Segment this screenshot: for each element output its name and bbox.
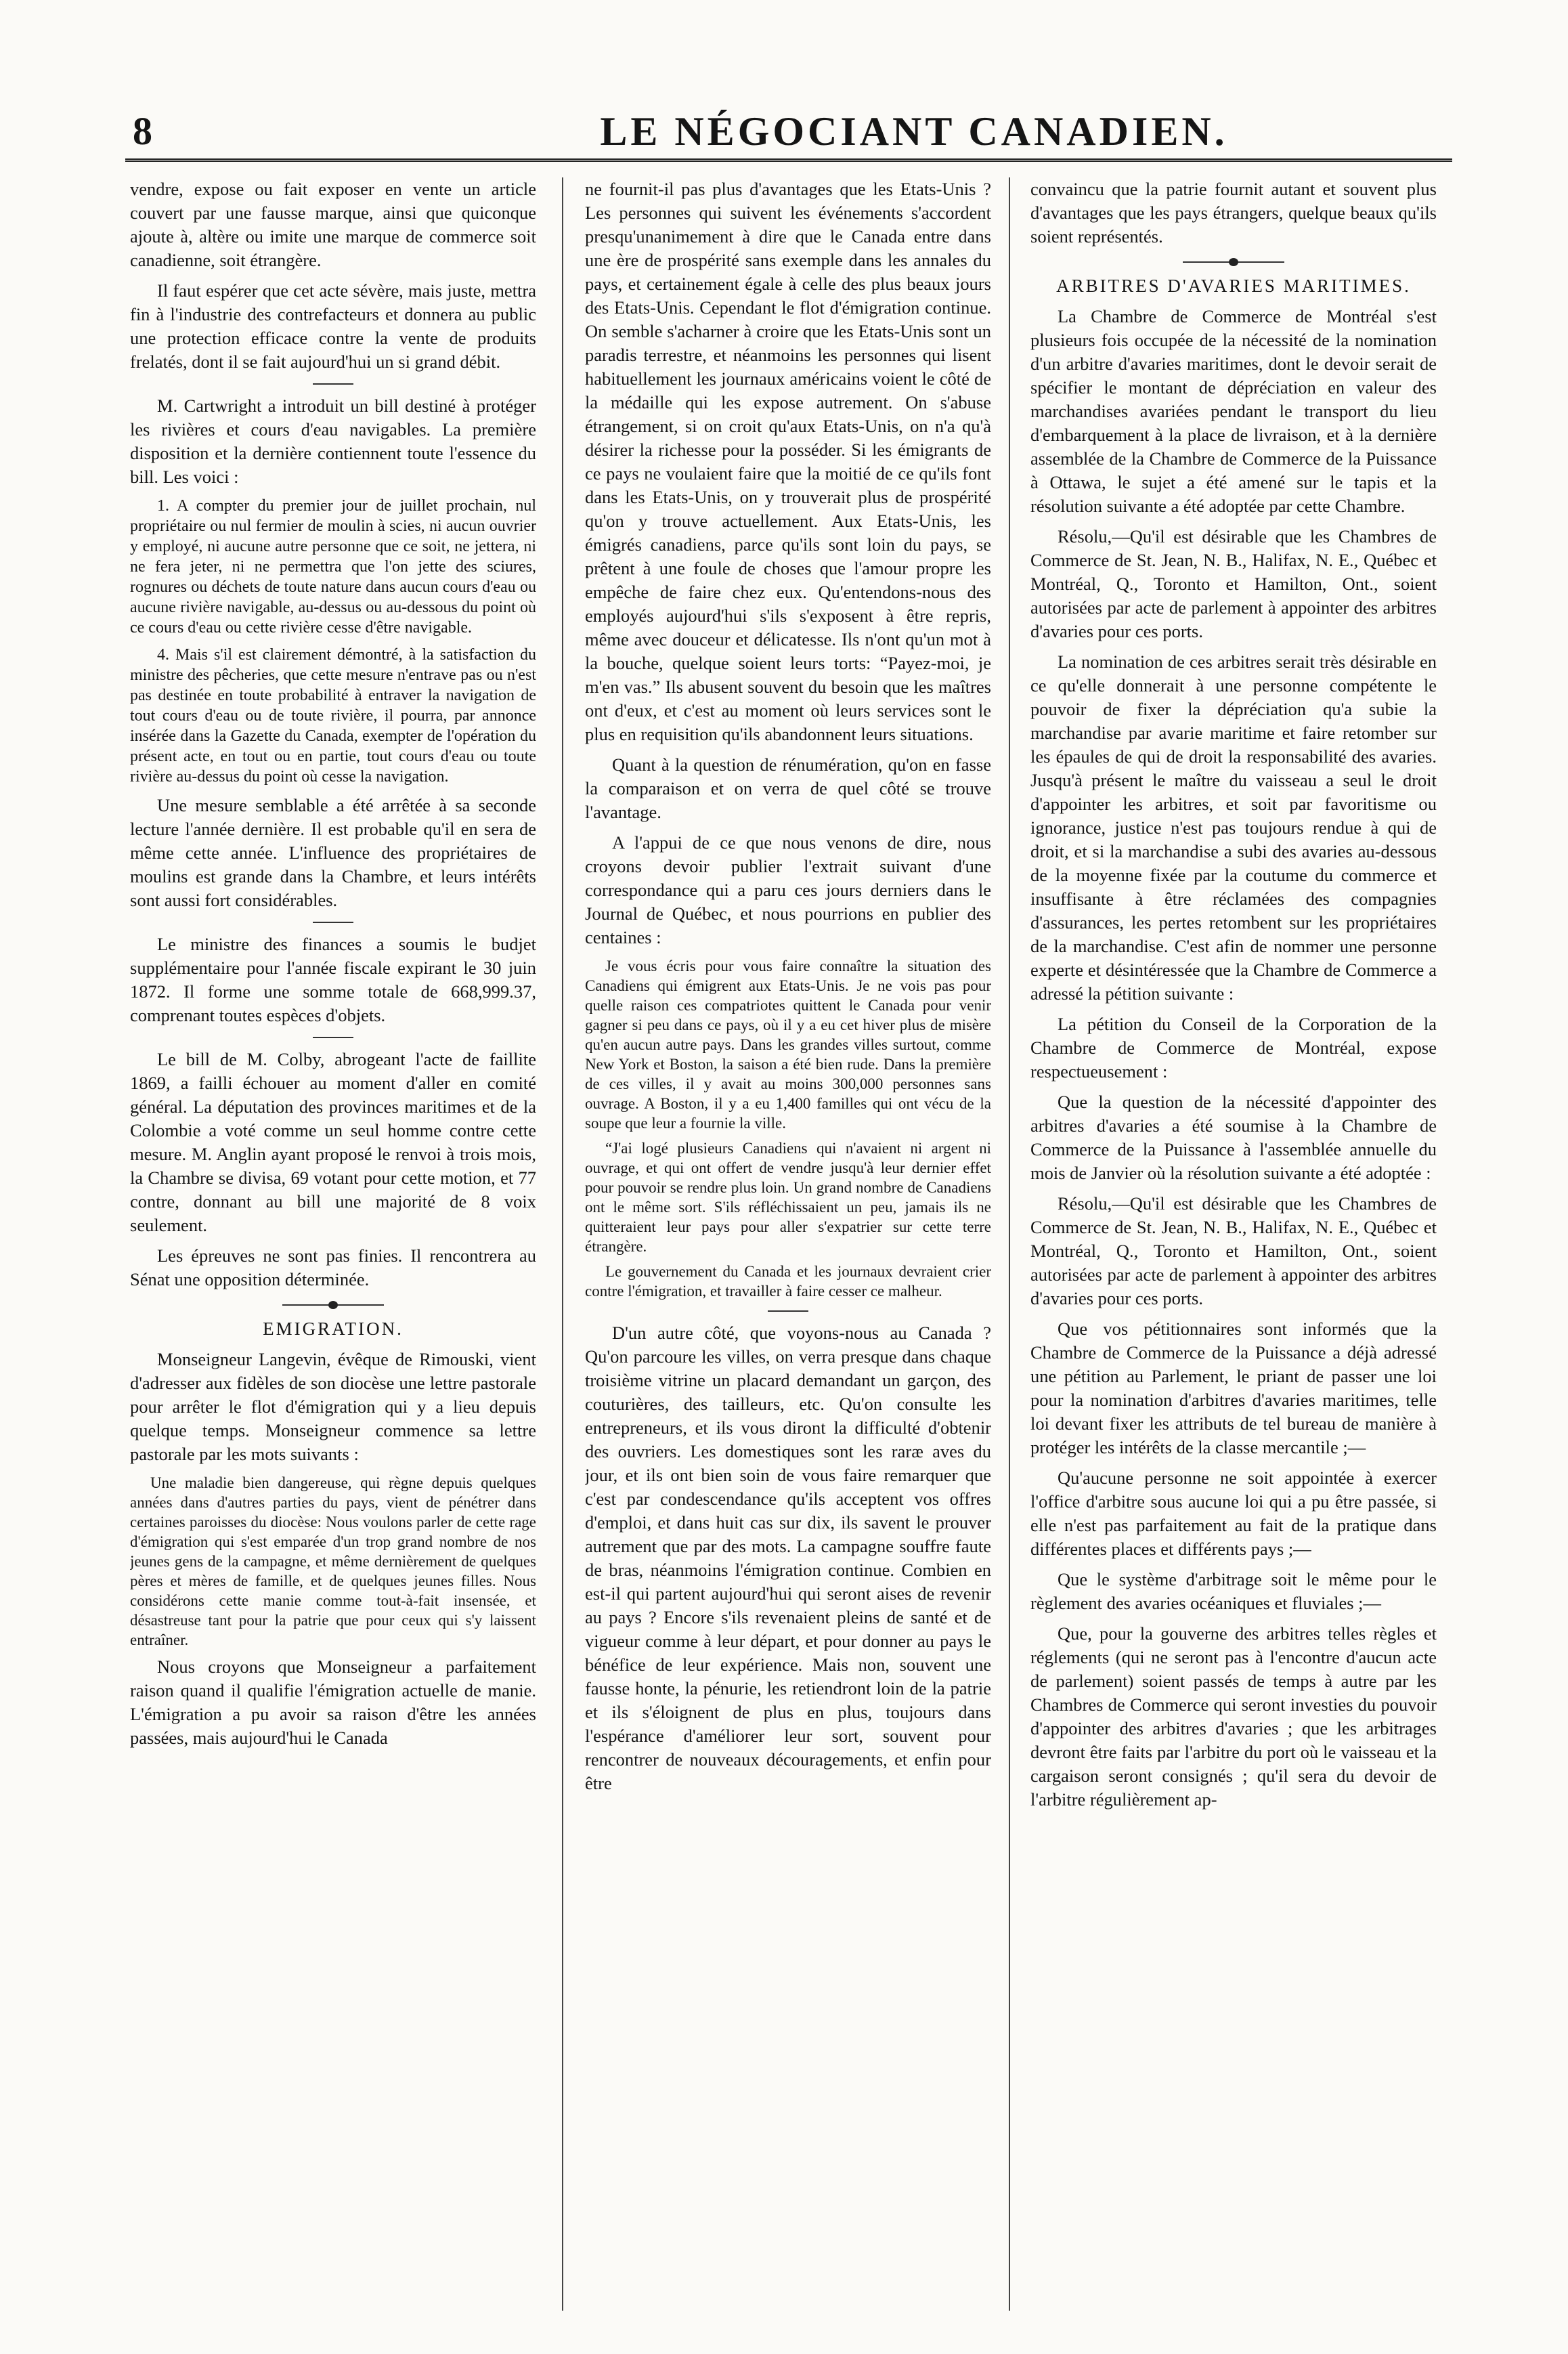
separator-rule [313, 383, 353, 385]
paragraph: La pétition du Conseil de la Corporation de la Chambre de Commerce de Montréal, expose respectueusement : [1030, 1014, 1437, 1082]
paragraph: convaincu que la patrie fournit autant et souvent plus d'avantages que les pays étrangers, quelque beaux qu'ils soient représentés. [1030, 179, 1437, 247]
paragraph: Il faut espérer que cet acte sévère, mais juste, mettra fin à l'industrie des contrefacteurs et donnera au public une protection efficace contre la vente de produits frelatés, dont il se fait aujourd'hui un si grand débit. [130, 280, 536, 372]
paragraph: Le ministre des finances a soumis le budjet supplémentaire pour l'année fiscale expirant le 30 juin 1872. Il forme une somme totale de 668,999.37, comprenant toutes espèces d'objets. [130, 934, 536, 1025]
column-rule [1009, 177, 1010, 2311]
ornament-rule [282, 1302, 384, 1308]
quotation: Le gouvernement du Canada et les journaux devraient crier contre l'émigration, et travailler à faire cesser ce malheur. [585, 1263, 991, 1300]
masthead-title: LE NÉGOCIANT CANADIEN. [600, 109, 1228, 154]
section-heading: ARBITRES D'AVARIES MARITIMES. [1056, 276, 1411, 296]
header-rule [125, 158, 1452, 162]
paragraph: Monseigneur Langevin, évêque de Rimouski, vient d'adresser aux fidèles de son diocèse une lettre pastorale pour arrêter le flot d'émigration qui y a lieu depuis quelque temps. Monseigneur commence sa lettre pastorale par les mots suivants : [130, 1349, 536, 1464]
separator-rule [313, 1037, 353, 1038]
paragraph: 4. Mais s'il est clairement démontré, à la satisfaction du ministre des pêcheries, que cette mesure n'entrave pas ou n'est pas destinée en toute probabilité à entraver la navigation de tout cours d'eau ou de toute rivière, il pourra, par annonce insérée dans la Gazette du Canada, exempter de l'opération du présent acte, en tout ou en partie, tout cours d'eau ou toute rivière au-dessus du point où cesse la navigation. [130, 646, 536, 786]
paragraph: D'un autre côté, que voyons-nous au Canada ? Qu'on parcoure les villes, on verra presque dans chaque troisième vitrine un placard demandant un garçon, des couturières, des tailleurs, etc. Qu'on consulte les entrepreneurs, et ils vous diront la difficulté d'obtenir des ouvriers. Les domestiques sont les raræ aves du jour, et ils ont bien soin de vous faire remarquer que c'est par condescendance qu'ils acceptent vos offres d'emploi, et dans huit cas sur dix, ils savent le prouver autrement que par des mots. La campagne souffre faute de bras, néanmoins l'émigration continue. Combien en est-il qui partent aujourd'hui qui seront aises de revenir au pays ? Encore s'ils revenaient pleins de santé et de vigueur comme à leur départ, et pour donner au pays le bénéfice de leur expérience. Mais non, souvent une fausse honte, la pénurie, les retiendront loin de la patrie et ils s'éloignent de plus en plus, toujours dans l'espérance d'améliorer leur sort, souvent pour rencontrer de nouveaux découragements, et enfin pour être [585, 1323, 991, 1793]
column-1 [130, 177, 536, 2311]
paragraph: 1. A compter du premier jour de juillet prochain, nul propriétaire ou nul fermier de moulin à scies, ni aucun ouvrier y employé, ni aucune autre personne que ce soit, ne jettera, ni ne fera jeter, ni ne permettra que l'on jette des sciures, rognures ou déchets de toute nature dans aucun cours d'eau ou aucune rivière navigable, au-dessus ou au-dessous du point où ce cours d'eau ou cette rivière cesse d'être navigable. [130, 497, 536, 637]
paragraph: Une mesure semblable a été arrêtée à sa seconde lecture l'année dernière. Il est probable qu'il en sera de même cette année. L'influence des propriétaires de moulins est grande dans la Chambre, et leurs intérêts sont aussi fort considérables. [130, 795, 536, 910]
paragraph: Résolu,—Qu'il est désirable que les Chambres de Commerce de St. Jean, N. B., Halifax, N. E., Québec et Montréal, Q., Toronto et Hamilton, Ont., soient autorisées par acte de parlement à appointer des arbitres d'avaries pour ces ports. [1030, 1193, 1437, 1308]
paragraph: Que, pour la gouverne des arbitres telles règles et réglements (qui ne seront pas à l'encontre d'aucun acte de parlement) soient passés de temps à autre par les Chambres de Commerce qui seront investies du pouvoir d'appointer des arbitres d'avaries ; que les arbitrages devront être faits par l'arbitre du port où le vaisseau et la cargaison seront consignés ; qu'il sera du devoir de l'arbitre régulièrement ap- [1030, 1623, 1437, 1810]
separator-rule [768, 1310, 808, 1312]
paragraph: Résolu,—Qu'il est désirable que les Chambres de Commerce de St. Jean, N. B., Halifax, N. E., Québec et Montréal, Q., Toronto et Hamilton, Ont., soient autorisées par acte de parlement à appointer des arbitres d'avaries pour ces ports. [1030, 526, 1437, 641]
paragraph: Quant à la question de rénumération, qu'on en fasse la comparaison et on verra de quel côté se trouve l'avantage. [585, 754, 991, 822]
column-rule [562, 177, 563, 2311]
paragraph: Qu'aucune personne ne soit appointée à exercer l'office d'arbitre sous aucune loi qui a pu être passée, si elle n'est pas parfaitement au fait de la pratique dans différentes places et différents pays ;— [1030, 1468, 1437, 1559]
page-number: 8 [133, 109, 152, 153]
paragraph: A l'appui de ce que nous venons de dire, nous croyons devoir publier l'extrait suivant d'une correspondance qui a paru ces jours derniers dans le Journal de Québec, et nous pourrions en publier des centaines : [585, 832, 991, 947]
paragraph: La nomination de ces arbitres serait très désirable en ce qu'elle donnerait à une personne compétente le pouvoir de fixer la dépréciation qu'a subie la marchandise par avarie maritime et faire retomber sur les épaules de qui de droit la responsabilité des avaries. Jusqu'à présent le maître du vaisseau a seul le droit d'appointer les arbitres, et soit par favoritisme ou ignorance, justice n'est pas toujours rendue à qui de droit, et si la marchandise a subi des avaries au-dessous de la moyenne fixée par la coutume du commerce et insuffisante à être réclamées des compagnies d'assurances, les pertes retombent sur les propriétaires de la marchandise. C'est afin de nommer une personne experte et désintéressée que la Chambre de Commerce a adressé la pétition suivante : [1030, 651, 1437, 1004]
column-3 [1030, 177, 1437, 2311]
paragraph: Que le système d'arbitrage soit le même pour le règlement des avaries océaniques et fluviales ;— [1030, 1569, 1437, 1613]
paragraph: Le bill de M. Colby, abrogeant l'acte de faillite 1869, a failli échouer au moment d'aller en comité général. La députation des provinces maritimes et de la Colombie a voté comme un seul homme contre cette mesure. M. Anglin ayant proposé le renvoi à trois mois, la Chambre se divisa, 69 votant pour cette motion, et 77 contre, donnant au bill une majorité de 8 voix seulement. [130, 1049, 536, 1235]
ornament-rule [1183, 259, 1284, 265]
paragraph: Que la question de la nécessité d'appointer des arbitres d'avaries a été soumise à la Chambre de Commerce de la Puissance à l'assemblée annuelle du mois de Janvier où la résolution suivante a été adoptée : [1030, 1092, 1437, 1183]
quotation: “J'ai logé plusieurs Canadiens qui n'avaient ni argent ni ouvrage, et qui ont offert de vendre jusqu'à leur dernier effet pour pouvoir se rendre plus loin. Un grand nombre de Canadiens ont le même sort. S'ils réfléchissaient un peu, jamais ils ne quitteraient leur pays pour aller s'expatrier sur cette terre étrangère. [585, 1140, 991, 1255]
paragraph: M. Cartwright a introduit un bill destiné à protéger les rivières et cours d'eau navigables. La première disposition et la dernière contiennent toute l'essence du bill. Les voici : [130, 395, 536, 487]
separator-rule [313, 922, 353, 923]
column-2 [585, 177, 991, 2311]
quotation: Je vous écris pour vous faire connaître la situation des Canadiens qui émigrent aux Etats-Unis. Je ne vois pas pour quelle raison ces compatriotes quittent le Canada pour venir gagner si peu dans ce pays, où il y a eu cet hiver plus de misère qu'en aucun autre pays. Dans les grandes villes surtout, comme New York et Boston, la saison a été bien rude. Dans la première de ces villes, il y avait au moins 300,000 personnes sans ouvrage. A Boston, il y a eu 1,400 familles qui ont vécu de la soupe que leur a fournie la ville. [585, 958, 991, 1132]
paragraph: Que vos pétitionnaires sont informés que la Chambre de Commerce de la Puissance a déjà adressé une pétition au Parlement, le priant de passer une loi pour la nomination d'arbitres d'avaries maritimes, telle loi devant fixer les attributs de tel bureau de manière à protéger les intérêts de la classe mercantile ;— [1030, 1319, 1437, 1457]
quotation: Une maladie bien dangereuse, qui règne depuis quelques années dans d'autres parties du pays, vient de pénétrer dans certaines paroisses du diocèse: Nous voulons parler de cette rage d'émigration qui s'est emparée d'un trop grand nombre de nos jeunes gens de la campagne, et même dernièrement de quelques pères et mères de famille, et de quelques jeunes filles. Nous considérons cette manie comme tout-à-fait insensée, et désastreuse tant pour la patrie que pour ceux qui s'y laissent entraîner. [130, 1474, 536, 1648]
paragraph: vendre, expose ou fait exposer en vente un article couvert par une fausse marque, ainsi que quiconque ajoute à, altère ou imite une marque de commerce soit canadienne, soit étrangère. [130, 179, 536, 270]
paragraph: Les épreuves ne sont pas finies. Il rencontrera au Sénat une opposition déterminée. [130, 1245, 536, 1289]
paragraph: La Chambre de Commerce de Montréal s'est plusieurs fois occupée de la nécessité de la nomination d'un arbitre d'avaries maritimes, dont le devoir serait de spécifier le montant de dépréciation en valeur des marchandises avariées pendant le transport du lieu d'embarquement à la place de livraison, et à la dernière assemblée de la Chambre de Commerce de la Puissance à Ottawa, le sujet a été amené sur le tapis et la résolution suivante a été adoptée par cette Chambre. [1030, 306, 1437, 516]
section-heading: EMIGRATION. [263, 1319, 404, 1339]
paragraph: Nous croyons que Monseigneur a parfaitement raison quand il qualifie l'émigration actuelle de manie. L'émigration a pu avoir sa raison d'être les années passées, mais aujourd'hui le Canada [130, 1656, 536, 1748]
paragraph: ne fournit-il pas plus d'avantages que les Etats-Unis ? Les personnes qui suivent les événements s'accordent presqu'unanimement à dire que le Canada entre dans une ère de prospérité sans exemple dans les annales du pays, et certainement égale à celle des plus beaux jours des Etats-Unis. Cependant le flot d'émigration continue. On semble s'acharner à croire que les Etats-Unis sont un paradis terrestre, et néanmoins les personnes qui lisent habituellement les journaux américains voient le côté de la médaille qui les expose autrement. On s'abuse étrangement, si on croit qu'aux Etats-Unis, on n'a qu'à désirer la richesse pour la posséder. Si les émigrants de ce pays ne voulaient faire que la moitié de ce qu'ils font dans les Etats-Unis, on y trouverait plus de prospérité qu'on y trouve actuellement. Aux Etats-Unis, les émigrés canadiens, parce qu'ils sont loin du pays, se prêtent à une foule de choses que l'amour propre les empêche de faire chez eux. Qu'entendons-nous des employés aujourd'hui s'ils s'exposent à être repris, même avec douceur et délicatesse. Ils n'ont qu'un mot à la bouche, quelque soient leurs torts: “Payez-moi, je m'en vas.” Ils abusent souvent du besoin que les maîtres ont d'eux, et c'est au moment où leurs services sont le plus en requisition qu'ils abandonnent leurs situations. [585, 179, 991, 744]
